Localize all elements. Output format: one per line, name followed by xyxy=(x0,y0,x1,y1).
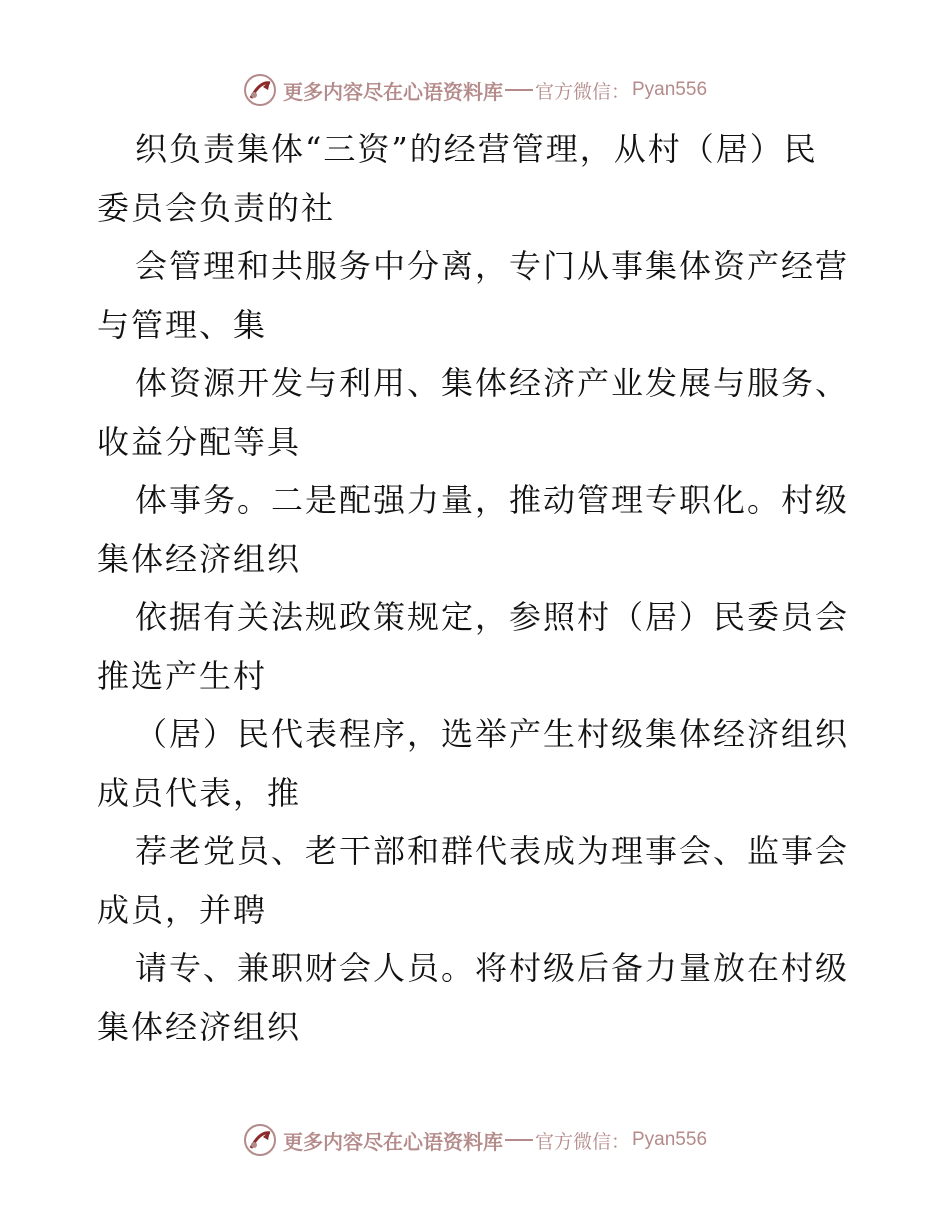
body-line: 集体经济组织 xyxy=(97,539,302,578)
document-body xyxy=(97,120,857,1056)
body-line: 体事务。二是配强力量，推动管理专职化。村级 xyxy=(135,481,850,519)
watermark-wechat-id: Pyan556 xyxy=(632,79,708,100)
body-line: （居）民代表程序，选举产生村级集体经济组织 xyxy=(135,715,850,753)
watermark-dash xyxy=(505,1139,533,1141)
body-line: 体资源开发与利用、集体经济产业发展与服务、 xyxy=(135,364,850,402)
body-line: 请专、兼职财会人员。将村级后备力量放在村级 xyxy=(135,949,850,987)
pen-logo-icon xyxy=(243,73,277,107)
watermark-main-text: 更多内容尽在心语资料库 xyxy=(282,79,503,104)
body-line: 推选产生村 xyxy=(97,656,268,695)
body-line: 成员，并聘 xyxy=(97,890,268,929)
header-watermark-banner xyxy=(0,70,950,110)
watermark-dash xyxy=(505,89,533,91)
pen-logo-icon xyxy=(243,1123,277,1157)
footer-watermark-banner xyxy=(0,1120,950,1160)
body-line: 集体经济组织 xyxy=(97,1007,302,1046)
body-line: 依据有关法规政策规定，参照村（居）民委员会 xyxy=(135,598,850,636)
watermark-label: 官方微信： xyxy=(534,80,630,103)
body-line: 委员会负责的社 xyxy=(97,188,336,227)
body-line: 荐老党员、老干部和群代表成为理事会、监事会 xyxy=(135,832,850,870)
watermark-label: 官方微信： xyxy=(534,1130,630,1153)
watermark-wechat-id: Pyan556 xyxy=(632,1129,708,1150)
body-line: 收益分配等具 xyxy=(97,422,302,461)
body-line: 与管理、集 xyxy=(97,305,268,344)
body-line: 会管理和共服务中分离，专门从事集体资产经营 xyxy=(135,247,850,285)
body-line: 织负责集体“三资”的经营管理，从村（居）民 xyxy=(135,130,818,168)
body-line: 成员代表，推 xyxy=(97,773,302,812)
watermark-main-text: 更多内容尽在心语资料库 xyxy=(282,1129,503,1154)
